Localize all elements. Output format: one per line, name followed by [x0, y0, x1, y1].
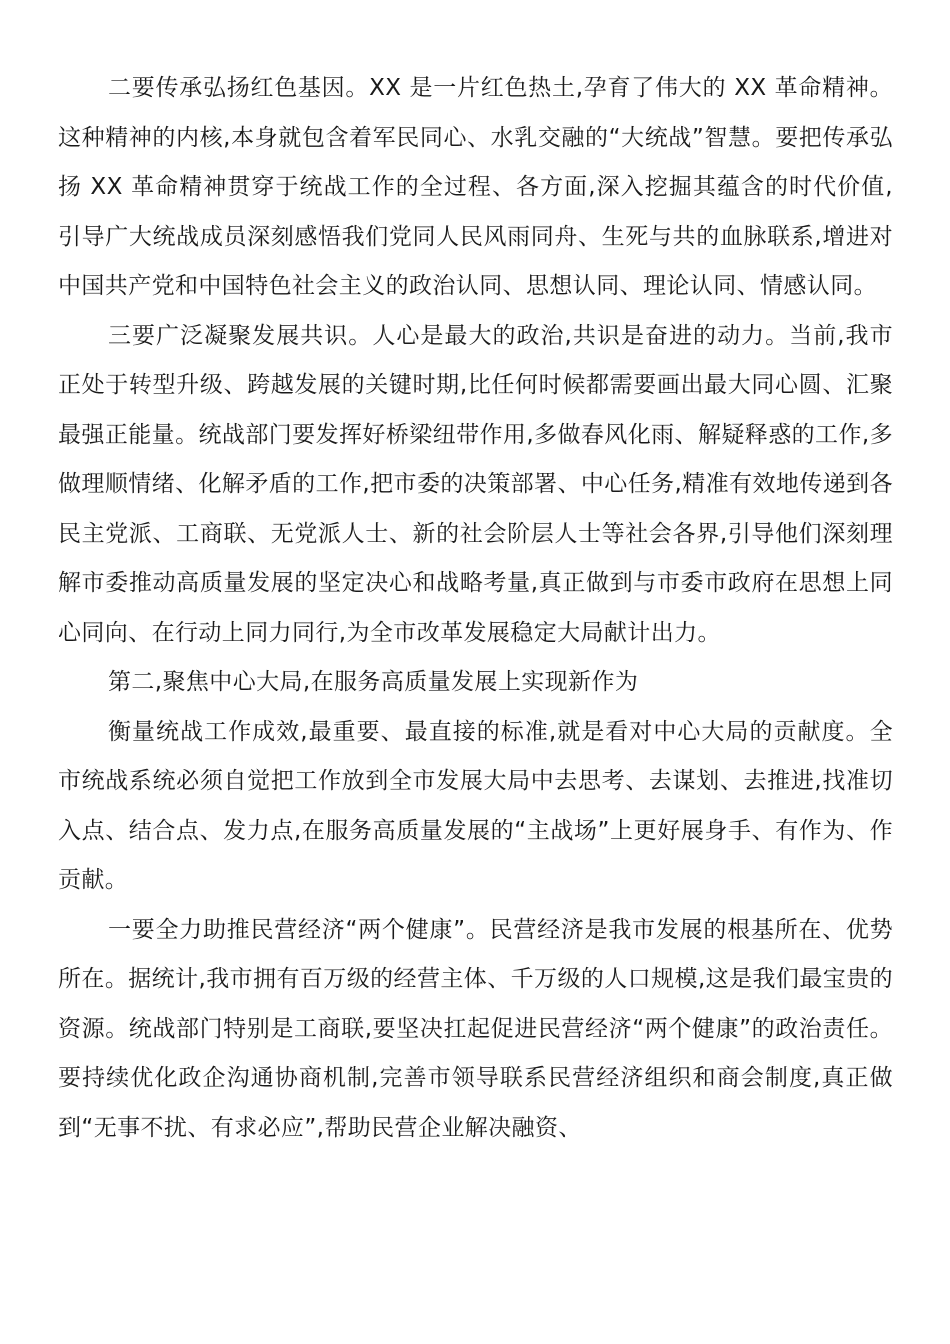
- paragraph-red-gene: 二要传承弘扬红色基因。XX 是一片红色热土,孕育了伟大的 XX 革命精神。这种精神的内核,本身就包含着军民同心、水乳交融的“大统战”智慧。要把传承弘扬 XX 革命精神贯穿于统战工作的全过程、各方面,深入挖掘其蕴含的时代价值,引导广大统战成员深刻感悟我们党同人民风雨同舟、生死与共的血脉联系,增进对中国共产党和中国特色社会主义的政治认同、思想认同、理论认同、情感认同。: [58, 75, 893, 299]
- paragraph-work-effectiveness: 衡量统战工作成效,最重要、最直接的标准,就是看对中心大局的贡献度。全市统战系统必须自觉把工作放到全市发展大局中去思考、去谋划、去推进,找准切入点、结合点、发力点,在服务高质量发展的“主战场”上更好展身手、有作为、作贡献。: [58, 718, 893, 893]
- section-heading-second: 第二,聚焦中心大局,在服务高质量发展上实现新作为: [108, 669, 639, 695]
- document-body: [58, 64, 893, 1153]
- paragraph-development-consensus: 三要广泛凝聚发展共识。人心是最大的政治,共识是奋进的动力。当前,我市正处于转型升级、跨越发展的关键时期,比任何时候都需要画出最大同心圆、汇聚最强正能量。统战部门要发挥好桥梁纽带作用,多做春风化雨、解疑释惑的工作,多做理顺情绪、化解矛盾的工作,把市委的决策部署、中心任务,精准有效地传递到各民主党派、工商联、无党派人士、新的社会阶层人士等社会各界,引导他们深刻理解市委推动高质量发展的坚定决心和战略考量,真正做到与市委市政府在思想上同心同向、在行动上同力同行,为全市改革发展稳定大局献计出力。: [58, 322, 893, 646]
- paragraph-private-economy: 一要全力助推民营经济“两个健康”。民营经济是我市发展的根基所在、优势所在。据统计,我市拥有百万级的经营主体、千万级的人口规模,这是我们最宝贵的资源。统战部门特别是工商联,要坚决扛起促进民营经济“两个健康”的政治责任。要持续优化政企沟通协商机制,完善市领导联系民营经济组织和商会制度,真正做到“无事不扰、有求必应”,帮助民营企业解决融资、: [58, 916, 893, 1141]
